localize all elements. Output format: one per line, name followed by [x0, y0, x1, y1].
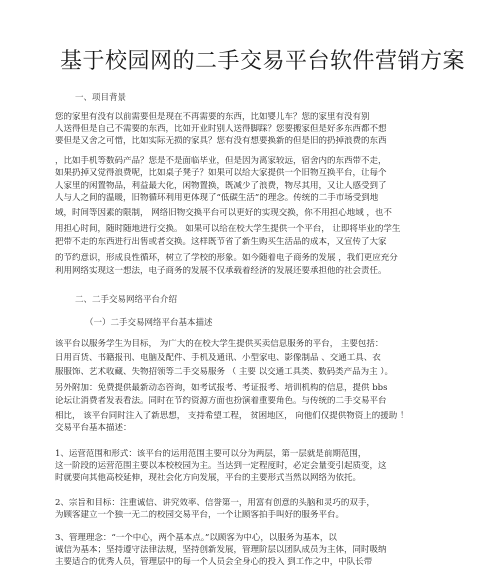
body-line: 论坛让消费者发表看法。同时在节约资源方面也扮演着重要角色。与传统的二手交易平台 [55, 396, 387, 406]
body-line: 用担心时间，随时随地进行交换。 如果可以给在校大学生提供一个平台， 让即将毕业的学生 [55, 224, 401, 234]
body-line: 利用网络实现这一想法，电子商务的发展不仅承载着经济的发展还要承担他的社会责任。 [55, 266, 387, 276]
document-title: 基于校园网的二手交易平台软件营销方案 [60, 49, 466, 74]
body-line: 该平台以服务学生为目标， 为广大的在校大学生提供买卖信息服务的平台， 主要包括： [55, 339, 384, 349]
body-line: 相比， 该平台同时注入了新思想， 支持希望工程， 贫困地区， 向他们仅提供物资上的援助 ！ [55, 411, 409, 421]
body-line: ，比如手机等数码产品？您是不是面临毕业，但是因为离家较远，宿舍内的东西带不走， [55, 156, 387, 166]
body-line: 日用百货、书籍报刊、电脑及配件、手机及通讯、小型家电、影像制品 、交通工具、衣 [55, 353, 381, 363]
body-line: 您的家里有没有以前需要但是现在不再需要的东西，比如婴儿车？您的家里有没有别 [55, 112, 370, 122]
list-item: 时就要向其他高校延伸，现社会化方向发展，平台的主要形式当然以网络为依托。 [55, 473, 362, 483]
body-line: 如果扔掉又觉得浪费呢，比如桌子凳子？如果可以给大家提供一个旧物互换平台，让每个 [55, 168, 387, 178]
body-line: 人家里的闲置物品，利益最大化，闲物置换，既减少了浪费，物尽其用，又让人感受到了 [55, 181, 387, 191]
body-line: 人送得但是自己不需要的东西，比如开业时别人送得脚踩？您要搬家但是好多东西都不想 [55, 124, 387, 134]
list-item: 为顾客建立一个独一无二的校园交易平台，一个让顾客拍手叫好的服务平台。 [55, 510, 345, 520]
list-item: 这一阶段的运营范围主要以本校校园为主。当达到一定程度时，必定会量变引起质变，这 [55, 461, 387, 471]
body-line: 服服饰、艺术收藏、失物招领等二手交易服务 （ 主要 以交通工具类、数码类产品为主 ）。 [55, 367, 394, 377]
body-line: 的节约意识，形成良性循环，树立了学校的形象。如今随着电子商务的发展 ，我们更应充分 [55, 253, 398, 263]
body-line: 域，时间等因素的限制， 网络旧物交换平台可以更好的实现交换，你不用担心地域 ，也不 [55, 208, 392, 218]
list-item: 3、管理理念：“一个中心，两个基本点。”以顾客为中心，以服务为基本，以 [55, 533, 337, 543]
body-line: 把带不走的东西进行出售或者交换。这样既节省了新生购买生活品的成本，又宣传了大家 [55, 237, 387, 247]
list-item: 2、宗旨和目标：注重诚信、讲究效率、信誉第一，用富有创意的头脑和灵巧的双手， [55, 498, 375, 508]
subsection-heading-description: （一）二手交易网络平台基本描述 [85, 318, 213, 328]
section-heading-platform: 二、二手交易网络平台介绍 [75, 295, 178, 305]
body-line: 交易平台基本描述： [55, 423, 132, 433]
body-line: 另外附加：免费提供最新动态咨询，如考试报考、考证报考、培训机构的信息，提供 bbs [55, 383, 388, 393]
list-item: 1、运营范围和形式：该平台的运用范围主要可以分为两层，第一层就是前期范围， [55, 449, 367, 459]
list-item: 主要适合的优秀人员，管理层中的每一个人员会全身心的投入 到工作之中，中队长带 [55, 557, 373, 566]
body-line: 人与人之间的温暖，旧物循环利用更体现了“低碳生活”的理念。传统的二手市场受到地 [55, 193, 379, 203]
list-item: 诚信为基本；坚持遵守法律法规，坚持创新发展，管理阶层以团队成员为主体，同时吸纳 [55, 545, 387, 555]
body-line: 要但是又舍之可惜，比如实际无损的家具？您有没有想要换新的但是旧的扔掉浪费的东西 [55, 136, 387, 146]
section-heading-background: 一、项目背景 [75, 93, 127, 103]
